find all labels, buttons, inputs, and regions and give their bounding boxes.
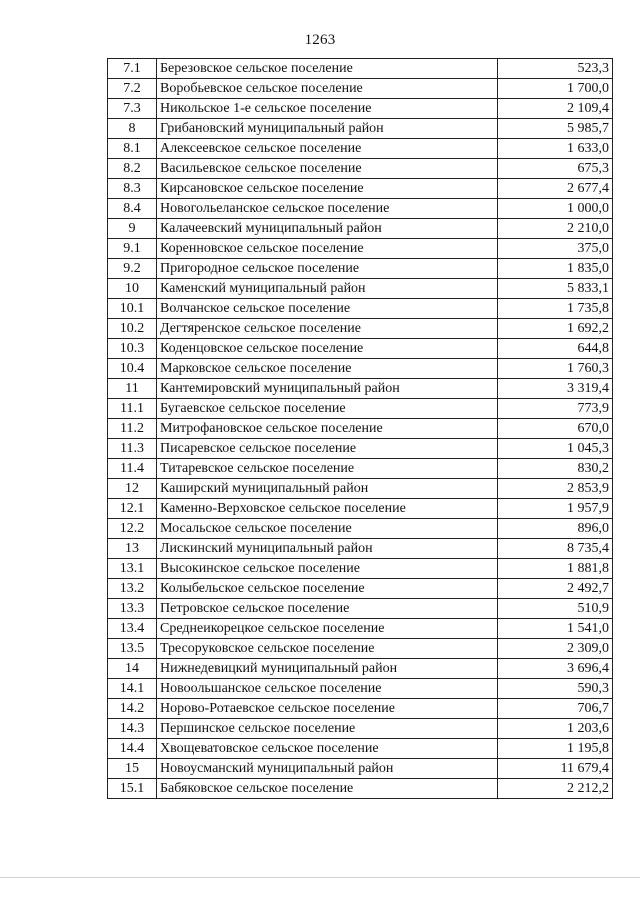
- municipality-name-cell: Алексеевское сельское поселение: [157, 139, 498, 159]
- amount-cell: 523,3: [498, 59, 613, 79]
- table-row: [108, 659, 613, 679]
- amount-cell: 830,2: [498, 459, 613, 479]
- municipality-name-cell: Васильевское сельское поселение: [157, 159, 498, 179]
- table-row: [108, 219, 613, 239]
- table-row: [108, 179, 613, 199]
- table-row: [108, 99, 613, 119]
- table-row: [108, 339, 613, 359]
- municipality-name-cell: Колыбельское сельское поселение: [157, 579, 498, 599]
- row-number-cell: 7.1: [108, 59, 157, 79]
- amount-cell: 8 735,4: [498, 539, 613, 559]
- table-row: [108, 439, 613, 459]
- row-number-cell: 11: [108, 379, 157, 399]
- row-number-cell: 10.1: [108, 299, 157, 319]
- row-number-cell: 15: [108, 759, 157, 779]
- amount-cell: 5 833,1: [498, 279, 613, 299]
- row-number-cell: 10.2: [108, 319, 157, 339]
- municipality-name-cell: Першинское сельское поселение: [157, 719, 498, 739]
- municipality-name-cell: Нижнедевицкий муниципальный район: [157, 659, 498, 679]
- amount-cell: 1 203,6: [498, 719, 613, 739]
- table-row: [108, 79, 613, 99]
- municipality-name-cell: Лискинский муниципальный район: [157, 539, 498, 559]
- table-row: [108, 619, 613, 639]
- table-row: [108, 699, 613, 719]
- municipality-name-cell: Писаревское сельское поселение: [157, 439, 498, 459]
- row-number-cell: 10.3: [108, 339, 157, 359]
- municipality-name-cell: Кантемировский муниципальный район: [157, 379, 498, 399]
- municipality-name-cell: Каменно-Верховское сельское поселение: [157, 499, 498, 519]
- table-row: [108, 199, 613, 219]
- amount-cell: 896,0: [498, 519, 613, 539]
- municipality-name-cell: Мосальское сельское поселение: [157, 519, 498, 539]
- amount-cell: 1 692,2: [498, 319, 613, 339]
- municipality-name-cell: Высокинское сельское поселение: [157, 559, 498, 579]
- row-number-cell: 7.3: [108, 99, 157, 119]
- amount-cell: 375,0: [498, 239, 613, 259]
- table-row: [108, 599, 613, 619]
- row-number-cell: 13.1: [108, 559, 157, 579]
- row-number-cell: 8: [108, 119, 157, 139]
- row-number-cell: 14.1: [108, 679, 157, 699]
- municipality-name-cell: Петровское сельское поселение: [157, 599, 498, 619]
- row-number-cell: 13.3: [108, 599, 157, 619]
- amount-cell: 1 957,9: [498, 499, 613, 519]
- row-number-cell: 8.4: [108, 199, 157, 219]
- municipality-name-cell: Хвощеватовское сельское поселение: [157, 739, 498, 759]
- budget-allocation-table: [107, 58, 613, 799]
- row-number-cell: 14.3: [108, 719, 157, 739]
- amount-cell: 2 309,0: [498, 639, 613, 659]
- table-row: [108, 639, 613, 659]
- row-number-cell: 12.2: [108, 519, 157, 539]
- municipality-name-cell: Норово-Ротаевское сельское поселение: [157, 699, 498, 719]
- municipality-name-cell: Бабяковское сельское поселение: [157, 779, 498, 799]
- amount-cell: 1 881,8: [498, 559, 613, 579]
- municipality-name-cell: Кирсановское сельское поселение: [157, 179, 498, 199]
- row-number-cell: 8.3: [108, 179, 157, 199]
- municipality-name-cell: Коренновское сельское поселение: [157, 239, 498, 259]
- municipality-name-cell: Митрофановское сельское поселение: [157, 419, 498, 439]
- municipality-name-cell: Марковское сельское поселение: [157, 359, 498, 379]
- table-row: [108, 779, 613, 799]
- amount-cell: 510,9: [498, 599, 613, 619]
- table-row: [108, 239, 613, 259]
- amount-cell: 2 677,4: [498, 179, 613, 199]
- amount-cell: 11 679,4: [498, 759, 613, 779]
- row-number-cell: 12: [108, 479, 157, 499]
- table-row: [108, 419, 613, 439]
- row-number-cell: 14: [108, 659, 157, 679]
- row-number-cell: 9.2: [108, 259, 157, 279]
- amount-cell: 2 492,7: [498, 579, 613, 599]
- amount-cell: 706,7: [498, 699, 613, 719]
- municipality-name-cell: Никольское 1-е сельское поселение: [157, 99, 498, 119]
- municipality-name-cell: Титаревское сельское поселение: [157, 459, 498, 479]
- amount-cell: 773,9: [498, 399, 613, 419]
- table-row: [108, 279, 613, 299]
- row-number-cell: 9.1: [108, 239, 157, 259]
- municipality-name-cell: Пригородное сельское поселение: [157, 259, 498, 279]
- municipality-name-cell: Тресоруковское сельское поселение: [157, 639, 498, 659]
- row-number-cell: 13.2: [108, 579, 157, 599]
- table-row: [108, 759, 613, 779]
- row-number-cell: 11.3: [108, 439, 157, 459]
- amount-cell: 1 633,0: [498, 139, 613, 159]
- table-row: [108, 59, 613, 79]
- row-number-cell: 15.1: [108, 779, 157, 799]
- row-number-cell: 14.2: [108, 699, 157, 719]
- amount-cell: 670,0: [498, 419, 613, 439]
- table-row: [108, 519, 613, 539]
- table-row: [108, 559, 613, 579]
- amount-cell: 1 195,8: [498, 739, 613, 759]
- amount-cell: 644,8: [498, 339, 613, 359]
- row-number-cell: 8.1: [108, 139, 157, 159]
- amount-cell: 2 212,2: [498, 779, 613, 799]
- table-row: [108, 719, 613, 739]
- row-number-cell: 8.2: [108, 159, 157, 179]
- municipality-name-cell: Среднеикорецкое сельское поселение: [157, 619, 498, 639]
- municipality-name-cell: Бугаевское сельское поселение: [157, 399, 498, 419]
- table-body: [108, 59, 613, 799]
- municipality-name-cell: Новоусманский муниципальный район: [157, 759, 498, 779]
- amount-cell: 2 853,9: [498, 479, 613, 499]
- municipality-name-cell: Новоольшанское сельское поселение: [157, 679, 498, 699]
- table-row: [108, 159, 613, 179]
- table-row: [108, 299, 613, 319]
- municipality-name-cell: Коденцовское сельское поселение: [157, 339, 498, 359]
- footer-divider: [0, 877, 640, 878]
- table-row: [108, 499, 613, 519]
- amount-cell: 1 000,0: [498, 199, 613, 219]
- table-row: [108, 119, 613, 139]
- row-number-cell: 10.4: [108, 359, 157, 379]
- table-row: [108, 139, 613, 159]
- page-number: 1263: [304, 32, 336, 48]
- municipality-name-cell: Волчанское сельское поселение: [157, 299, 498, 319]
- amount-cell: 3 319,4: [498, 379, 613, 399]
- amount-cell: 1 760,3: [498, 359, 613, 379]
- amount-cell: 1 045,3: [498, 439, 613, 459]
- municipality-name-cell: Березовское сельское поселение: [157, 59, 498, 79]
- row-number-cell: 9: [108, 219, 157, 239]
- table-row: [108, 539, 613, 559]
- amount-cell: 5 985,7: [498, 119, 613, 139]
- municipality-name-cell: Воробьевское сельское поселение: [157, 79, 498, 99]
- amount-cell: 3 696,4: [498, 659, 613, 679]
- table-row: [108, 479, 613, 499]
- table-row: [108, 679, 613, 699]
- amount-cell: 2 109,4: [498, 99, 613, 119]
- amount-cell: 1 541,0: [498, 619, 613, 639]
- row-number-cell: 14.4: [108, 739, 157, 759]
- municipality-name-cell: Каширский муниципальный район: [157, 479, 498, 499]
- row-number-cell: 7.2: [108, 79, 157, 99]
- amount-cell: 2 210,0: [498, 219, 613, 239]
- row-number-cell: 11.1: [108, 399, 157, 419]
- table-row: [108, 579, 613, 599]
- row-number-cell: 10: [108, 279, 157, 299]
- row-number-cell: 11.4: [108, 459, 157, 479]
- municipality-name-cell: Каменский муниципальный район: [157, 279, 498, 299]
- table-row: [108, 739, 613, 759]
- amount-cell: 590,3: [498, 679, 613, 699]
- municipality-name-cell: Новогольеланское сельское поселение: [157, 199, 498, 219]
- row-number-cell: 13.4: [108, 619, 157, 639]
- row-number-cell: 12.1: [108, 499, 157, 519]
- amount-cell: 1 835,0: [498, 259, 613, 279]
- table-row: [108, 319, 613, 339]
- table-row: [108, 459, 613, 479]
- municipality-name-cell: Калачеевский муниципальный район: [157, 219, 498, 239]
- municipality-name-cell: Дегтяренское сельское поселение: [157, 319, 498, 339]
- table-row: [108, 259, 613, 279]
- row-number-cell: 13: [108, 539, 157, 559]
- table-row: [108, 399, 613, 419]
- table-row: [108, 379, 613, 399]
- table-row: [108, 359, 613, 379]
- amount-cell: 675,3: [498, 159, 613, 179]
- row-number-cell: 13.5: [108, 639, 157, 659]
- row-number-cell: 11.2: [108, 419, 157, 439]
- amount-cell: 1 700,0: [498, 79, 613, 99]
- municipality-name-cell: Грибановский муниципальный район: [157, 119, 498, 139]
- amount-cell: 1 735,8: [498, 299, 613, 319]
